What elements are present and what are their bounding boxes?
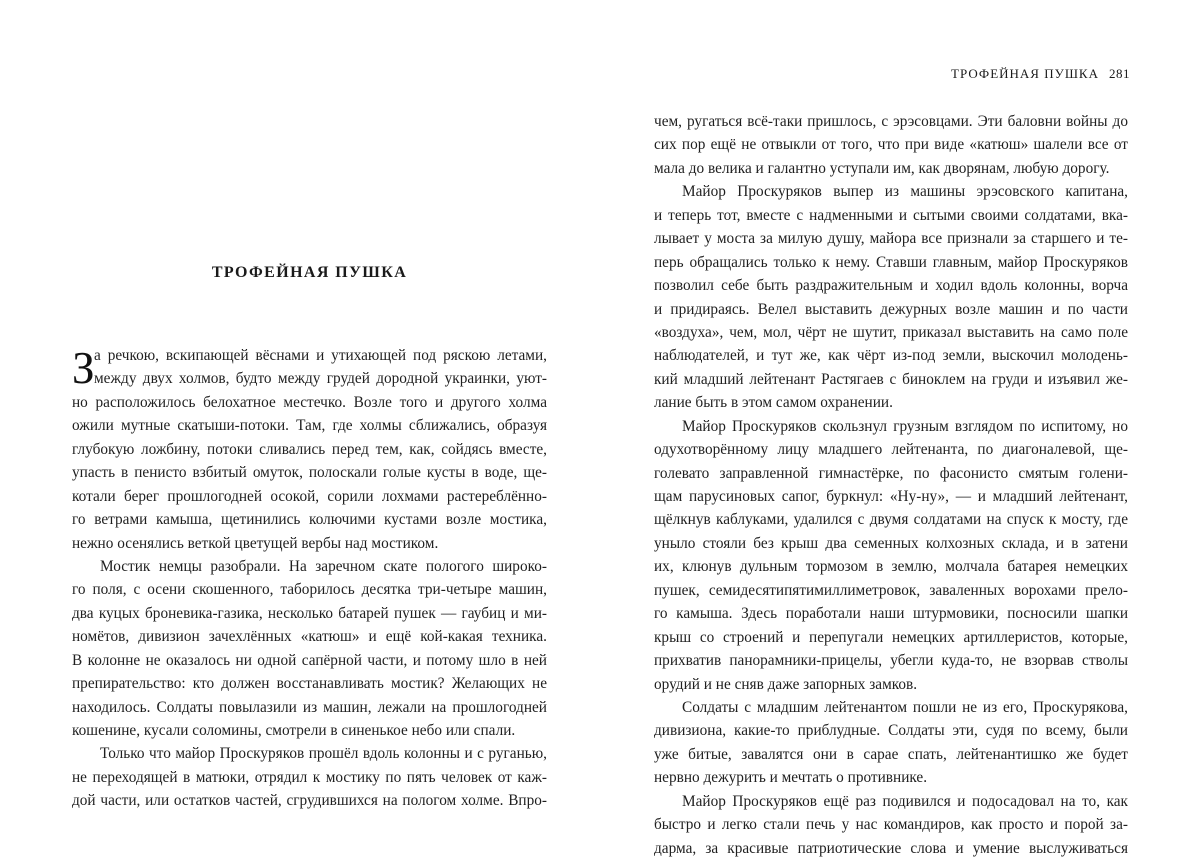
text-line: и придираясь. Велел выставить дежурных возле машин и по части — [654, 300, 1128, 318]
text-line: а речкою, вскипающей вёснами и утихающей под ряскою летами, — [94, 347, 547, 364]
text-line: но расположилось белохатное местечко. Возле того и другого холма — [72, 393, 547, 411]
text-line: го поля, с осени скошенного, таборилось десятка три-четыре машин, — [72, 581, 547, 599]
chapter-title: ТРОФЕЙНАЯ ПУШКА — [211, 264, 408, 281]
text-line: не переходящей в матюки, отрядил к мостику по пять человек от каж- — [72, 768, 547, 786]
text-line: щёлкнув каблуками, удалился с двумя солдатами на спуск к мосту, где — [654, 511, 1128, 529]
right-page — [600, 0, 1200, 857]
text-line: Только что майор Проскуряков прошёл вдоль колонны и с руганью, — [100, 745, 547, 763]
text-line: Мостик немцы разобрали. На заречном скате пологого широко- — [100, 557, 547, 575]
text-line: ожили мутные скатыши-потоки. Там, где холмы сближались, образуя — [72, 417, 547, 435]
text-line: перь обращались только к нему. Ставши главным, майор Проскуряков — [654, 253, 1128, 271]
text-line: кошенине, кусали соломины, смотрели в синенькое небо или спали. — [72, 722, 516, 739]
text-line: котали берег прошлогодней осокой, сорили лохмами растереблённо- — [72, 487, 547, 505]
text-line: нежно осенялись веткой цветущей вербы над мостиком. — [72, 534, 439, 552]
text-line: находилось. Солдаты повылазили из машин, лежали на прошлогодней — [72, 698, 547, 716]
running-head — [951, 66, 1130, 82]
text-line: кий младший лейтенант Растягаев с биноклем на груди и изъявил же- — [654, 370, 1128, 388]
text-line: лывает у моста за милую душу, майора все признали за старшего и те- — [654, 230, 1128, 248]
text-line: упасть в пенисто взбитый омуток, полоскали голые кусты в воде, ще- — [72, 464, 547, 482]
text-line: номётов, дивизион зачехлённых «катюш» и ещё кой-какая техника. — [72, 628, 547, 646]
text-line: и теперь тот, вместе с надменными и сытыми своими солдатами, вка- — [654, 206, 1128, 224]
text-line: одухотворённому лицу младшего лейтенанта, по диагоналевой, ще- — [654, 441, 1128, 459]
text-line: их, клюнув дульным тормозом в землю, молчала батарея немецких — [654, 558, 1128, 576]
page-number: 281 — [1109, 66, 1130, 81]
text-line: нервно дежурить и мечтать о противнике. — [654, 769, 928, 787]
text-line: В колонне не оказалось ни одной сапёрной части, и потому шло в ней — [72, 651, 547, 669]
text-line: сих пор ещё не отвыкли от того, что при виде «катюш» шалели все от — [654, 136, 1128, 154]
text-line: Солдаты с младшим лейтенантом пошли не из его, Проскурякова, — [682, 698, 1128, 716]
text-line: дой части, или остатков частей, сгрудившихся на пологом холме. Впро- — [72, 792, 547, 810]
text-line: пушек, семидесятипятимиллиметровок, заваленных ворохами прело- — [654, 581, 1128, 599]
text-line: прихватив панорамники-прицелы, убегли куда-то, не взорвав стволы — [654, 652, 1128, 670]
text-line: между двух холмов, будто между грудей дородной украинки, уют- — [94, 370, 547, 388]
text-line: уже битые, завалятся они в сарае спать, лейтенантишко же будет — [654, 745, 1128, 763]
text-line: го ветрами камыша, щетинились колючими кустами возле мостика, — [72, 511, 547, 529]
text-line: голевато заправленной гимнастёрке, по фасонисто смятым голени- — [654, 464, 1128, 482]
right-page-text — [654, 110, 1128, 860]
text-line: глубокую ложбину, потоки сливались перед тем, как, сойдясь вместе, — [72, 440, 547, 458]
text-line: два куцых броневика-газика, несколько батарей пушек — гаубиц и ми- — [72, 604, 547, 622]
left-page-text — [72, 344, 547, 813]
text-line: орудий и не сняв даже запорных замков. — [654, 675, 918, 693]
text-line: го камыша. Здесь поработали наши штурмовики, посносили шапки — [654, 605, 1128, 623]
text-line: дарма, за красивые патриотические слова и умение выслуживаться — [654, 839, 1128, 857]
left-page — [0, 0, 600, 822]
text-line: крыш со строений и перепугали немецких артиллеристов, которые, — [654, 628, 1128, 646]
text-line: позволил себе быть раздражительным и ходил вдоль колонны, ворча — [654, 277, 1128, 295]
text-line: мала до велика и галантно уступали им, как дворянам, любую дорогу. — [654, 159, 1110, 177]
text-line: быстро и легко стали печь у нас командиров, как просто и порой за- — [654, 816, 1128, 834]
text-line: «воздуха», чем, мол, чёрт не шутит, приказал выставить на само поле — [654, 323, 1128, 341]
text-line: Майор Проскуряков ещё раз подивился и подосадовал на то, как — [682, 792, 1128, 810]
text-line: дивизиона, какие-то приблудные. Солдаты эти, судя по всему, были — [654, 722, 1128, 740]
text-line: лание быть в этом самом охранении. — [654, 394, 893, 412]
text-line: Майор Проскуряков выпер из машины эрэсовского капитана, — [682, 183, 1128, 201]
text-line: уныло стояли без крыш два семенных колхозных склада, и в затени — [654, 534, 1128, 552]
text-line: щам парусиновых сапог, буркнул: «Ну-ну», — и младший лейтенант, — [654, 488, 1128, 505]
drop-cap: З — [72, 343, 95, 393]
text-line: Майор Проскуряков скользнул грузным взглядом по испитому, но — [682, 417, 1128, 435]
text-line: чем, ругаться всё-таки пришлось, с эрэсовцами. Эти баловни войны до — [654, 113, 1128, 130]
running-head-title: ТРОФЕЙНАЯ ПУШКА — [951, 66, 1099, 81]
text-line: препирательство: кто должен восстанавливать мостик? Желающих не — [72, 675, 547, 693]
text-line: наблюдателей, и тут же, как чёрт из-под земли, выскочил молодень- — [654, 347, 1128, 365]
